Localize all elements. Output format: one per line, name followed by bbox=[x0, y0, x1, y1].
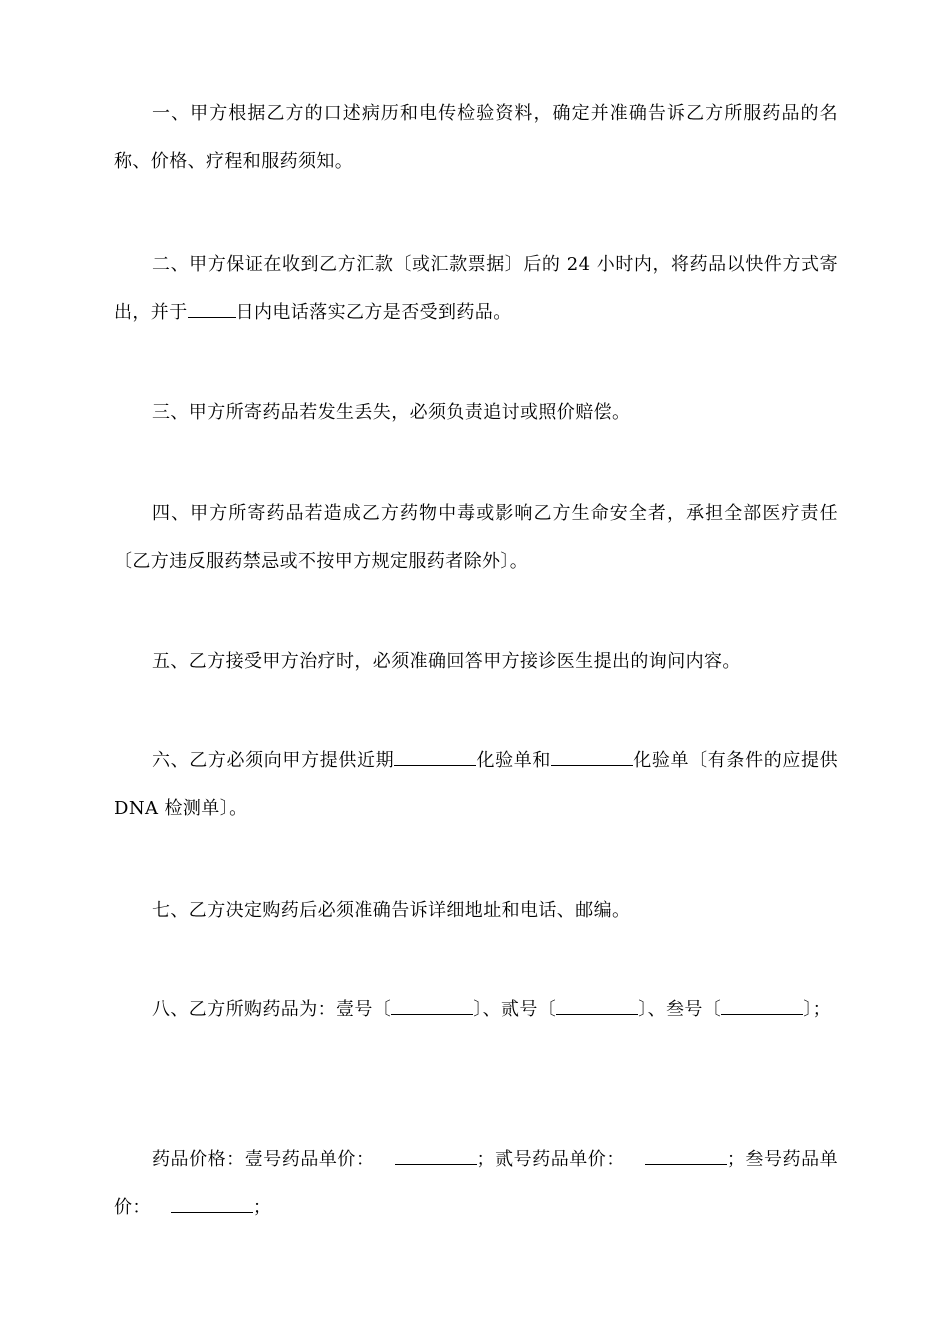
clause-2-text-a: 二、甲方保证在收到乙方汇款〔或汇款票据〕后的 24 小时内，将药品以快件方式寄出，并于 bbox=[114, 254, 838, 323]
clause-3 bbox=[114, 389, 838, 437]
blank-lab-report-2 bbox=[551, 747, 633, 766]
clause-1-text: 一、甲方根据乙方的口述病历和电传检验资料，确定并准确告诉乙方所服药品的名称、价格、疗程和服药须知。 bbox=[114, 103, 838, 172]
clause-2-text-b: 日内电话落实乙方是否受到药品。 bbox=[235, 302, 512, 323]
clause-5 bbox=[114, 638, 838, 686]
clause-4 bbox=[114, 490, 838, 586]
blank-days bbox=[188, 299, 236, 318]
blank-price-2 bbox=[645, 1146, 727, 1165]
clause-9-text-a: 药品价格：壹号药品单价： bbox=[152, 1149, 375, 1170]
clause-9 bbox=[114, 1136, 838, 1232]
clause-9-text-d: ； bbox=[252, 1197, 272, 1218]
blank-drug-1 bbox=[391, 996, 473, 1015]
clause-7-text: 七、乙方决定购药后必须准确告诉详细地址和电话、邮编。 bbox=[152, 900, 631, 921]
clause-8-text-d: 〕； bbox=[803, 999, 832, 1020]
blank-drug-3 bbox=[721, 996, 803, 1015]
blank-price-1 bbox=[395, 1146, 477, 1165]
clause-8-text-a: 八、乙方所购药品为：壹号〔 bbox=[152, 999, 392, 1020]
clause-6-text-b: 化验单和 bbox=[476, 750, 552, 771]
clause-7 bbox=[114, 887, 838, 935]
clause-5-text: 五、乙方接受甲方治疗时，必须准确回答甲方接诊医生提出的询问内容。 bbox=[152, 651, 741, 672]
clause-6-text-c: 化验单〔有条件的应提供 DNA 检测单〕。 bbox=[114, 750, 839, 819]
blank-price-3 bbox=[171, 1194, 253, 1213]
clause-9-text-b: ；贰号药品单价： bbox=[476, 1149, 625, 1170]
clause-4-text: 四、甲方所寄药品若造成乙方药物中毒或影响乙方生命安全者，承担全部医疗责任〔乙方违反服药禁忌或不按甲方规定服药者除外〕。 bbox=[114, 503, 838, 572]
clause-9-text-c: ；叁号药品单价： bbox=[114, 1149, 839, 1218]
clause-6-text-a: 六、乙方必须向甲方提供近期 bbox=[152, 750, 395, 771]
clause-8-text-c: 〕、叁号〔 bbox=[638, 999, 722, 1020]
blank-lab-report-1 bbox=[394, 747, 476, 766]
clause-8-text-b: 〕、贰号〔 bbox=[473, 999, 557, 1020]
clause-6 bbox=[114, 737, 838, 833]
clause-1 bbox=[114, 90, 838, 186]
blank-drug-2 bbox=[556, 996, 638, 1015]
clause-8 bbox=[114, 986, 838, 1034]
clause-2 bbox=[114, 241, 838, 337]
clause-3-text: 三、甲方所寄药品若发生丢失，必须负责追讨或照价赔偿。 bbox=[152, 402, 631, 423]
